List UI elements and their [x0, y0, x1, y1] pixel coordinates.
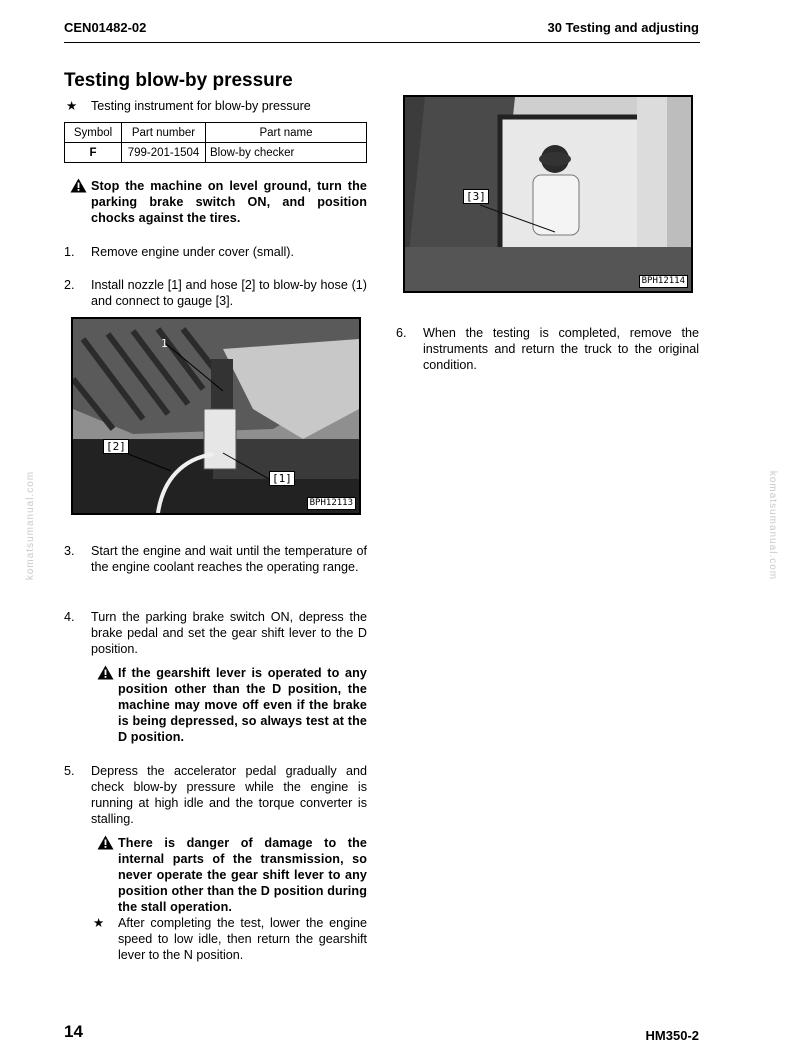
- figure-id: BPH12113: [307, 497, 356, 510]
- figure-id: BPH12114: [639, 275, 688, 288]
- warning-icon: [97, 665, 114, 680]
- table-header-row: [65, 123, 367, 143]
- table-cell-part-name: Blow-by checker: [206, 143, 367, 163]
- cab-operator-illustration: [405, 97, 691, 291]
- parts-table: [64, 122, 367, 163]
- warning-main: Stop the machine on level ground, turn the parking brake switch ON, and position chocks against the tires.: [91, 179, 367, 225]
- figure-gauge-in-cab-photo: [403, 95, 693, 293]
- table-header-cell: Symbol: [65, 123, 122, 143]
- doc-code: CEN01482-02: [64, 20, 147, 35]
- warning-step4: If the gearshift lever is operated to any position other than the D position, the machine may move off even if the brake is being depressed, so always test at the D position.: [118, 666, 367, 744]
- step-number: 1.: [64, 245, 75, 259]
- star-icon: ★: [93, 916, 105, 930]
- step-text: Turn the parking brake switch ON, depress the brake pedal and set the gear shift lever to the D position.: [91, 610, 367, 656]
- step-number: 4.: [64, 610, 75, 624]
- step-text: Start the engine and wait until the temperature of the engine coolant reaches the operating range.: [91, 544, 367, 574]
- step-text: Depress the accelerator pedal gradually and check blow-by pressure while the engine is running at high idle and the torque converter is stalling.: [91, 764, 367, 826]
- table-cell-symbol: F: [65, 143, 122, 163]
- callout-1b: [1]: [269, 471, 295, 486]
- instrument-note: Testing instrument for blow-by pressure: [91, 99, 311, 113]
- callout-2: [2]: [103, 439, 129, 454]
- step-text: Install nozzle [1] and hose [2] to blow-by hose (1) and connect to gauge [3].: [91, 278, 367, 308]
- step-number: 3.: [64, 544, 75, 558]
- step-text: When the testing is completed, remove the instruments and return the truck to the original condition.: [423, 326, 699, 372]
- warning-icon: [97, 835, 114, 850]
- watermark-right: komatsumanual.com: [767, 470, 779, 581]
- warning-step5: There is danger of damage to the internal parts of the transmission, so never operate the gear shift lever to any position other than the D position during the stall operation.: [118, 836, 367, 914]
- model-code: HM350-2: [645, 1028, 699, 1043]
- section-title: 30 Testing and adjusting: [547, 20, 699, 35]
- page-number: 14: [64, 1022, 83, 1041]
- step-number: 5.: [64, 764, 75, 778]
- table-header-cell: Part number: [122, 123, 206, 143]
- star-icon: ★: [66, 99, 78, 113]
- table-cell-part-number: 799-201-1504: [122, 143, 206, 163]
- figure-blowby-hose-photo: [71, 317, 361, 515]
- engine-underside-illustration: [73, 319, 359, 513]
- step-number: 2.: [64, 278, 75, 292]
- note-step5: After completing the test, lower the engine speed to low idle, then return the gearshift lever to the N position.: [118, 916, 367, 962]
- callout-1: 1: [161, 337, 168, 350]
- watermark-left: komatsumanual.com: [25, 470, 37, 581]
- step-number: 6.: [396, 326, 407, 340]
- table-row: [65, 143, 367, 163]
- step-text: Remove engine under cover (small).: [91, 245, 294, 259]
- header-rule: [64, 42, 700, 43]
- table-header-cell: Part name: [206, 123, 367, 143]
- page-title: Testing blow-by pressure: [64, 70, 293, 91]
- warning-icon: [70, 178, 87, 193]
- callout-3: [3]: [463, 189, 489, 204]
